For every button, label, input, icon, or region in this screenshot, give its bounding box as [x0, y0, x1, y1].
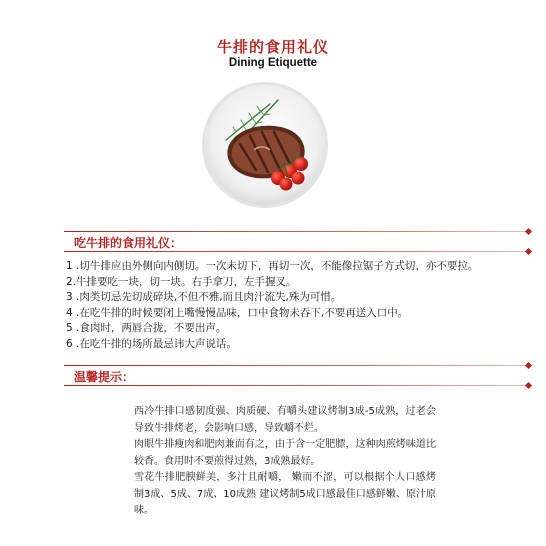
tip-paragraph: 肉眼牛排瘦肉和肥肉兼而有之，由于含一定肥膘，这种肉煎烤味道比较香。食用时不要煎得过熟，3成熟最好。	[134, 439, 436, 467]
divider	[64, 385, 530, 386]
section-tips-header	[64, 365, 530, 389]
list-item: 3 .肉类切忌先切成碎块,不但不雅,而且肉汁流失,殊为可惜。	[66, 291, 342, 304]
section-tips-heading: 温馨提示：	[74, 370, 135, 384]
divider-cap	[525, 382, 532, 389]
divider-cap	[525, 362, 532, 369]
divider	[64, 365, 530, 366]
list-item: 2.牛排要吃一块，切一块。右手拿刀，左手握叉。	[66, 275, 297, 288]
list-item: 6 .在吃牛排的场所最忌讳大声说话。	[66, 337, 237, 350]
list-item: 1 .切牛排应由外侧向内侧切。一次未切下，再切一次，不能像拉锯子方式切，亦不要拉。	[66, 260, 479, 272]
list-item: 5 .食肉时，两唇合拢，不要出声。	[66, 322, 227, 335]
list-item: 4 .在吃牛排的时候要闭上嘴慢慢品味，口中食物未吞下,不要再送入口中。	[66, 306, 409, 319]
page-title: 牛排的食用礼仪	[216, 38, 329, 56]
section-rules-header	[64, 231, 530, 255]
divider-cap	[525, 248, 532, 255]
tip-paragraph: 西冷牛排口感韧度强、肉质硬、有嚼头建议烤制3成-5成熟，过老会导致牛排烤老，会影响口感，导致嚼不烂。	[134, 406, 436, 434]
divider	[64, 251, 530, 252]
page-subtitle: Dining Etiquette	[228, 57, 318, 69]
tip-paragraph: 雪花牛排肥腴鲜美，多汁且耐嚼， 嫩而不涩，可以根据个人口感烤制3成、5成、7成、10成熟 建议烤制5成口感最佳口感鲜嫩、原汁原味。	[134, 472, 436, 516]
steak-plate-image	[200, 80, 330, 210]
divider-cap	[525, 228, 532, 235]
section-rules-heading: 吃牛排的食用礼仪：	[74, 236, 183, 250]
tips-block	[134, 404, 436, 520]
rules-list	[66, 259, 536, 353]
divider	[64, 231, 530, 232]
